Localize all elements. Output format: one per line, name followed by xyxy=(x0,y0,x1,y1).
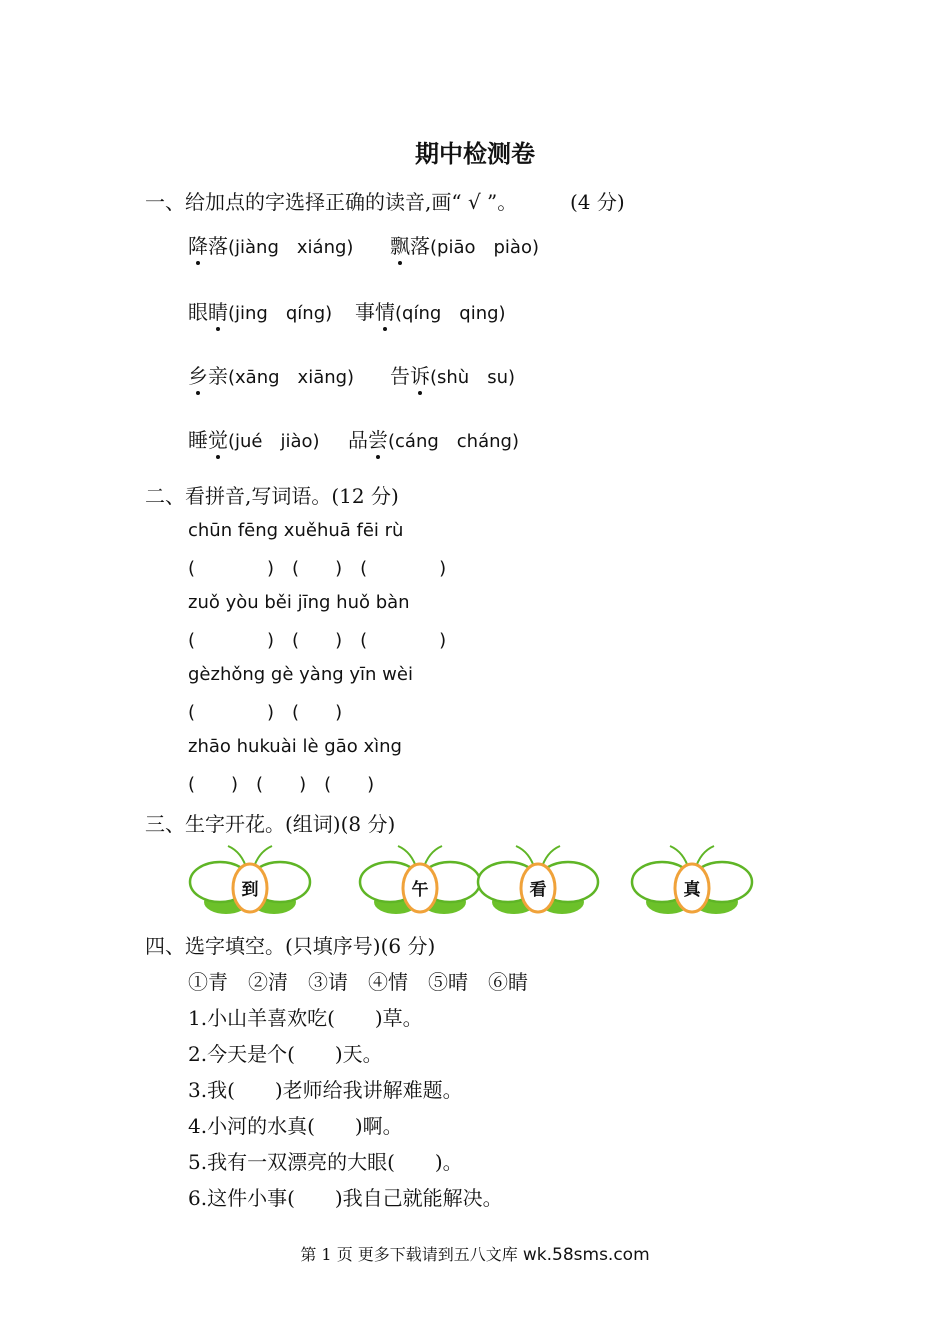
answer-blanks[interactable]: ( ) ( ) ( ) xyxy=(188,630,447,651)
emphasis-dot-icon xyxy=(376,455,380,459)
q4-options: ①青 ②清 ③请 ④情 ⑤晴 ⑥睛 xyxy=(188,970,528,994)
dotted-char-text: 觉 xyxy=(208,428,228,452)
pinyin-line: zuǒ yòu běi jīng huǒ bàn xyxy=(188,592,410,613)
dotted-char xyxy=(375,296,395,325)
word-post: 亲 xyxy=(208,364,228,388)
pinyin-line: gèzhǒng gè yàng yīn wèi xyxy=(188,664,413,685)
dotted-char xyxy=(410,360,430,389)
pinyin-options: (jué jiào) xyxy=(228,431,320,452)
character-flower xyxy=(190,846,310,914)
q3-heading: 三、生字开花。(组词)(8 分) xyxy=(145,812,396,836)
word-post: 落 xyxy=(208,234,228,258)
pinyin-options: (piāo piào) xyxy=(430,237,539,258)
fill-blank-item: 2.今天是个( )天。 xyxy=(188,1042,383,1066)
q2-heading: 二、看拼音,写词语。(12 分) xyxy=(145,484,399,508)
word-pre: 事 xyxy=(355,300,375,324)
fill-blank-item: 6.这件小事( )我自己就能解决。 xyxy=(188,1186,503,1210)
dotted-char-text: 飘 xyxy=(390,234,410,258)
fill-blank-item: 5.我有一双漂亮的大眼( )。 xyxy=(188,1150,463,1174)
pinyin-options: (xāng xiāng) xyxy=(228,367,355,388)
q3-flowers xyxy=(180,840,760,920)
emphasis-dot-icon xyxy=(418,391,422,395)
dotted-char xyxy=(188,360,208,389)
dotted-char-text: 尝 xyxy=(368,428,388,452)
footer-url: wk.58sms.com xyxy=(522,1245,650,1265)
q1-word xyxy=(188,230,353,259)
fill-blank-item: 4.小河的水真( )啊。 xyxy=(188,1114,403,1138)
emphasis-dot-icon xyxy=(216,327,220,331)
emphasis-dot-icon xyxy=(383,327,387,331)
word-pre: 告 xyxy=(390,364,410,388)
word-pre: 睡 xyxy=(188,428,208,452)
dotted-char xyxy=(208,424,228,453)
q1-word xyxy=(188,360,354,389)
pinyin-line: chūn fēng xuěhuā fēi rù xyxy=(188,520,404,541)
footer-text: 第 1 页 更多下载请到五八文库 xyxy=(300,1245,523,1264)
q1-word xyxy=(355,296,506,325)
pinyin-options: (shù su) xyxy=(430,367,516,388)
dotted-char xyxy=(368,424,388,453)
q1-word xyxy=(390,230,539,259)
fill-blank-item: 1.小山羊喜欢吃( )草。 xyxy=(188,1006,423,1030)
dotted-char xyxy=(188,230,208,259)
character-flower xyxy=(360,846,480,914)
pinyin-options: (cáng cháng) xyxy=(388,431,519,452)
emphasis-dot-icon xyxy=(216,455,220,459)
word-post: 落 xyxy=(410,234,430,258)
emphasis-dot-icon xyxy=(398,261,402,265)
character-flower xyxy=(632,846,752,914)
answer-blanks[interactable]: ( ) ( ) ( ) xyxy=(188,558,447,579)
pinyin-options: (jing qíng) xyxy=(228,303,333,324)
emphasis-dot-icon xyxy=(196,391,200,395)
flower-character: 真 xyxy=(683,880,701,900)
flower-character: 到 xyxy=(241,880,259,900)
q1-word xyxy=(348,424,519,453)
emphasis-dot-icon xyxy=(196,261,200,265)
q1-word xyxy=(188,424,320,453)
pinyin-line: zhāo hukuài lè gāo xìng xyxy=(188,736,402,757)
q1-score: (4 分) xyxy=(569,190,625,214)
word-pre: 眼 xyxy=(188,300,208,324)
q1-heading xyxy=(145,186,625,215)
dotted-char xyxy=(390,230,410,259)
dotted-char xyxy=(208,296,228,325)
flower-character: 看 xyxy=(529,880,547,900)
flower-character: 午 xyxy=(411,880,429,900)
q1-word xyxy=(390,360,515,389)
q1-heading-text: 一、给加点的字选择正确的读音,画“ √ ”。 xyxy=(145,190,518,214)
word-pre: 品 xyxy=(348,428,368,452)
character-flower xyxy=(478,846,598,914)
dotted-char-text: 诉 xyxy=(410,364,430,388)
pinyin-options: (jiàng xiáng) xyxy=(228,237,354,258)
dotted-char-text: 降 xyxy=(188,234,208,258)
page-title: 期中检测卷 xyxy=(415,139,535,168)
fill-blank-item: 3.我( )老师给我讲解难题。 xyxy=(188,1078,463,1102)
dotted-char-text: 睛 xyxy=(208,300,228,324)
answer-blanks[interactable]: ( ) ( ) ( ) xyxy=(188,774,375,795)
dotted-char-text: 情 xyxy=(375,300,395,324)
answer-blanks[interactable]: ( ) ( ) xyxy=(188,702,343,723)
dotted-char-text: 乡 xyxy=(188,364,208,388)
q4-heading: 四、选字填空。(只填序号)(6 分) xyxy=(145,934,436,958)
pinyin-options: (qíng qing) xyxy=(395,303,506,324)
page-footer xyxy=(0,1242,950,1265)
q1-word xyxy=(188,296,332,325)
